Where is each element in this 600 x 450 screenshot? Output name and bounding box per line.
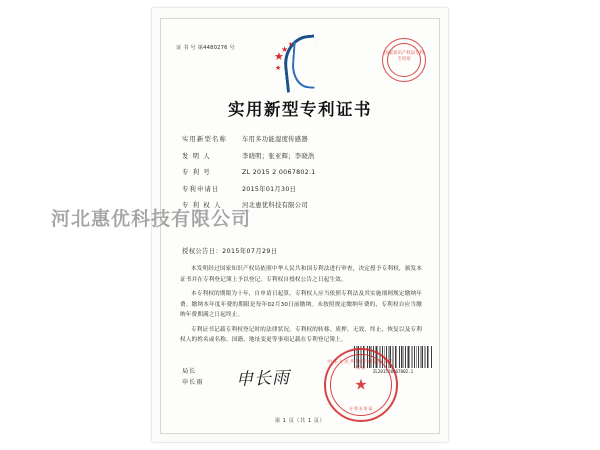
- field-row: [182, 134, 422, 143]
- field-label: 实用新型名称: [182, 136, 227, 143]
- patent-office-logo-icon: ★ ★ ★ ★: [270, 34, 328, 90]
- field-label: 专利申请日: [182, 185, 220, 193]
- official-red-seal-stamp: [324, 348, 398, 422]
- certificate-body-text: [180, 264, 422, 350]
- field-value: 李晓明；张亚辉；李晓浩: [242, 152, 315, 160]
- barcode-number: ZL201520067802.1: [372, 369, 414, 374]
- handwritten-signature: 申长雨: [235, 368, 291, 390]
- field-row: [182, 167, 422, 176]
- signature-name: 申长雨: [182, 379, 204, 386]
- field-label: 专 利 权 人: [182, 202, 222, 209]
- seal-arc-top-text: 中华人民共和国国家知识产权局: [327, 360, 395, 371]
- field-row: [182, 184, 422, 193]
- certificate-serial-number: 证 书 号 第4480276 号: [176, 45, 235, 51]
- company-watermark: 河北惠优科技有限公司: [50, 208, 251, 230]
- field-label: 发 明 人: [182, 152, 211, 160]
- field-value: 车用多功能湿度传感器: [242, 136, 308, 143]
- page-footer: 第 1 页（共 1 页）: [274, 418, 326, 424]
- body-paragraph: 本发明经过国家知识产权局依照中华人民共和国专利法进行审查，决定授予专利权，颁发本证书并在专利登记簿上予以登记。专利权自授权公告之日起生效。: [180, 266, 422, 283]
- field-value: 河北惠优科技有限公司: [242, 202, 308, 209]
- body-paragraph: 专利证书记载专利权登记时的法律状况。专利权的转移、质押、无效、终止、恢复以及专利权人的姓名或名称、国籍、地址变更等事项记载在专利登记簿上。: [180, 326, 422, 343]
- certificate-title: 实用新型专利证书: [228, 100, 372, 119]
- body-paragraph: 本专利权的期限为十年，自申请日起算。专利权人应当依照专利法及其实施细则规定缴纳年费。缴纳本年度年费的期限是每年02月30日前缴纳。未按照规定缴纳年费的，专利权自应当缴纳年费期满之日起终止。: [180, 291, 422, 318]
- field-row: [182, 151, 422, 160]
- grant-announcement-date: 授权公告日：2015年07月29日: [182, 248, 278, 255]
- seal-star-icon: ★: [354, 375, 368, 394]
- signature-title: 局长: [182, 368, 197, 375]
- top-right-seal-stamp: 国家知识产权局专利专用章: [382, 38, 426, 82]
- field-label: 专 利 号: [182, 169, 211, 176]
- field-value: 2015年01月30日: [242, 185, 297, 193]
- seal-arc-bottom-text: 专利专用章: [349, 406, 373, 411]
- field-value: ZL 2015 2 0067802.1: [242, 169, 316, 176]
- signature-label: [182, 366, 204, 388]
